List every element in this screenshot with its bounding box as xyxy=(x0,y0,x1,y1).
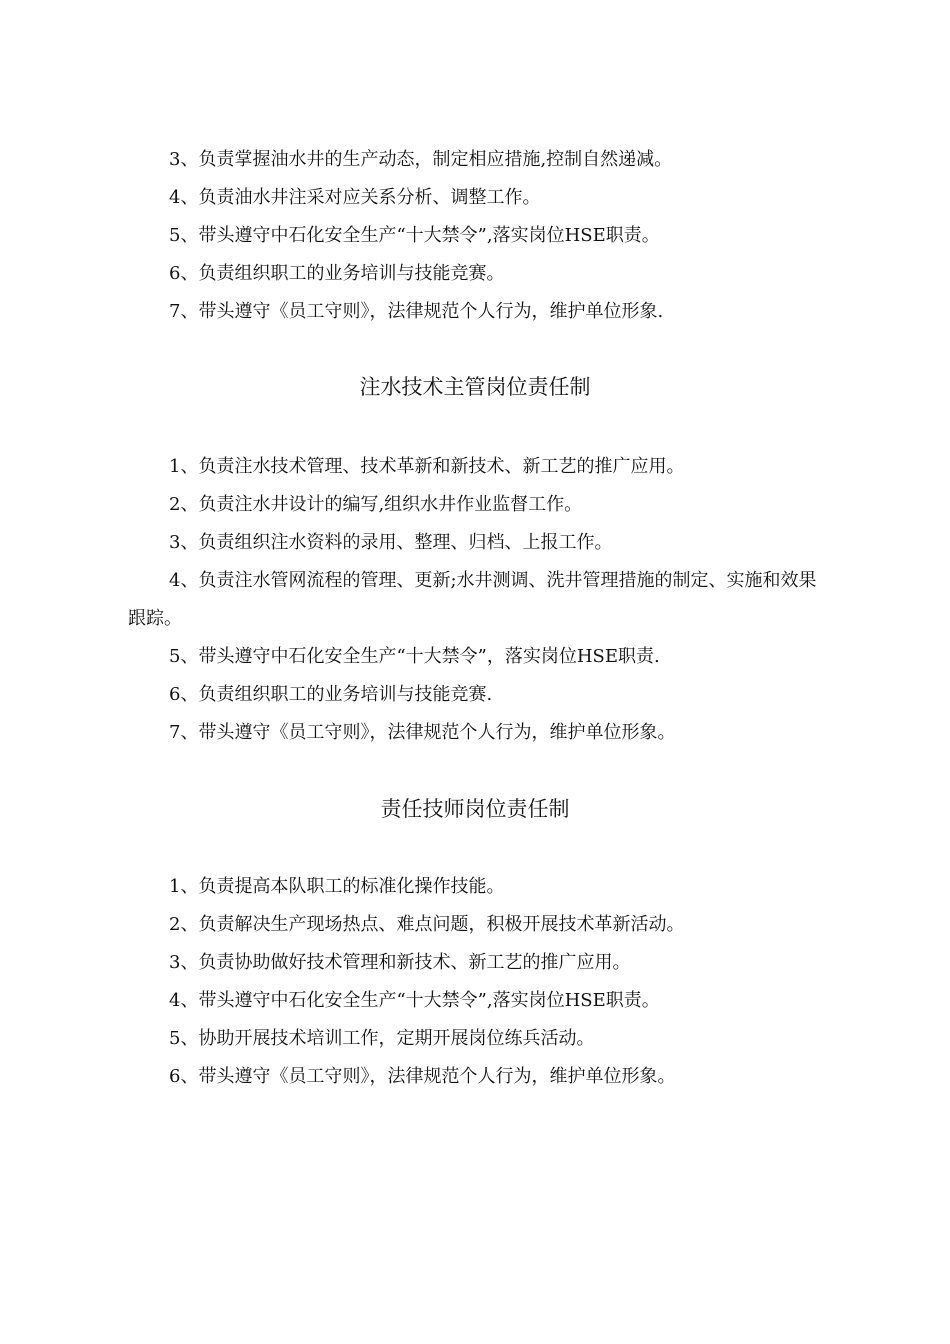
list-item: 3、负责掌握油水井的生产动态，制定相应措施,控制自然递减。 xyxy=(169,149,673,170)
list-item: 6、带头遵守《员工守则》，法律规范个人行为，维护单位形象。 xyxy=(169,1066,676,1087)
list-item: 2、负责解决生产现场热点、难点问题，积极开展技术革新活动。 xyxy=(169,914,685,935)
list-item: 1、负责提高本队职工的标准化操作技能。 xyxy=(169,876,505,897)
list-item: 6、负责组织职工的业务培训与技能竞赛. xyxy=(169,684,493,705)
list-item: 4、带头遵守中石化安全生产“十大禁令”,落实岗位HSE职责。 xyxy=(169,990,660,1011)
section-2-title: 注水技术主管岗位责任制 xyxy=(359,375,591,399)
section-1-list xyxy=(128,141,828,331)
section-3-list xyxy=(128,868,828,1096)
list-item: 7、带头遵守《员工守则》，法律规范个人行为，维护单位形象。 xyxy=(169,722,676,743)
list-item: 2、负责注水井设计的编写,组织水井作业监督工作。 xyxy=(169,494,583,515)
list-item: 5、带头遵守中石化安全生产“十大禁令”,落实岗位HSE职责。 xyxy=(169,225,660,246)
list-item: 4、负责油水井注采对应关系分析、调整工作。 xyxy=(169,187,541,208)
list-item: 5、协助开展技术培训工作，定期开展岗位练兵活动。 xyxy=(169,1028,595,1049)
list-item: 4、负责注水管网流程的管理、更新;水井测调、洗井管理措施的制定、实施和效果跟踪。 xyxy=(128,570,817,629)
list-item: 6、负责组织职工的业务培训与技能竞赛。 xyxy=(169,263,505,284)
list-item: 3、负责协助做好技术管理和新技术、新工艺的推广应用。 xyxy=(169,952,631,973)
list-item: 5、带头遵守中石化安全生产“十大禁令”，落实岗位HSE职责. xyxy=(169,646,660,667)
list-item: 7、带头遵守《员工守则》，法律规范个人行为，维护单位形象. xyxy=(169,301,664,322)
list-item: 1、负责注水技术管理、技术革新和新技术、新工艺的推广应用。 xyxy=(169,456,685,477)
list-item: 3、负责组织注水资料的录用、整理、归档、上报工作。 xyxy=(169,532,613,553)
section-3-title: 责任技师岗位责任制 xyxy=(380,797,570,821)
section-2-list xyxy=(128,448,828,752)
